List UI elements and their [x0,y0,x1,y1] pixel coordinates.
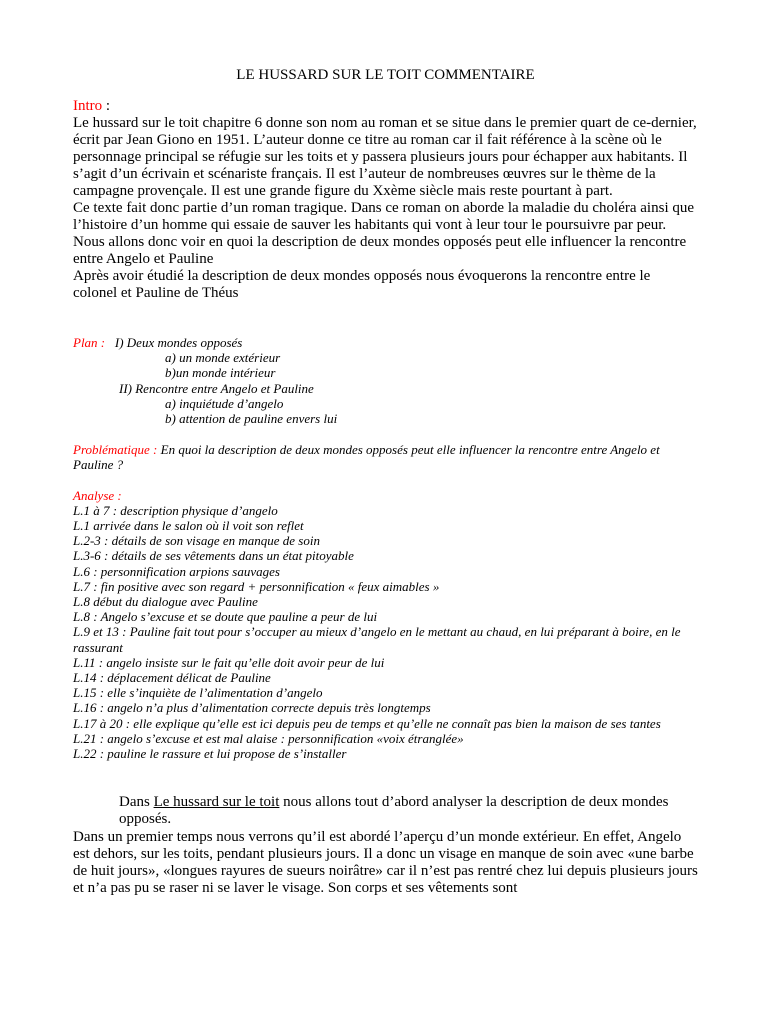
intro-paragraph: Le hussard sur le toit chapitre 6 donne son nom au roman et se situe dans le premier quart de ce-dernier, écrit par Jean Giono en 1951. L’auteur donne ce titre au roman car il fait référence à la scène où le personnage principal se réfugie sur les toits et y passera plusieurs jours pour échapper aux habitants. Il s’agit d’un écrivain et scénariste français. Il est l’auteur de nombreuses œuvres sur le thème de la campagne provençale. Il est une grande figure du Xxème siècle mais reste pourtant à part. [73,115,697,199]
intro-paragraph: Ce texte fait donc partie d’un roman tragique. Dans ce roman on aborde la maladie du choléra ainsi que l’histoire d’un homme qui essaie de sauver les habitants qui vont à leur tour le poursuivre par peur. [73,200,695,233]
analyse-line: L.9 et 13 : Pauline fait tout pour s’occuper au mieux d’angelo en le mettant au chaud, en lui préparant à boire, en le rassurant [73,624,681,655]
book-title: Le hussard sur le toit [153,794,280,811]
problematique-section [73,442,698,472]
plan-item: a) inquiétude d’angelo [165,395,284,411]
intro-colon: : [102,98,111,114]
analyse-line: L.7 : fin positive avec son regard + personnification « feux aimables » [73,578,440,594]
document-title: LE HUSSARD SUR LE TOIT COMMENTAIRE [236,67,535,83]
plan-item: a) un monde extérieur [165,350,281,366]
plan-item: II) Rencontre entre Angelo et Pauline [119,380,314,396]
analyse-line: L.11 : angelo insiste sur le fait qu’elle doit avoir peur de lui [73,654,385,670]
analyse-line: L.21 : angelo s’excuse et est mal alaise : personnification «voix étranglée» [73,730,464,746]
intro-section [73,98,698,302]
analyse-line: L.1 arrivée dans le salon où il voit son reflet [73,518,304,534]
development-suffix: nous allons tout d’abord analyser la description de deux mondes opposés. [119,794,669,828]
intro-heading [73,98,698,115]
plan-item: I) Deux mondes opposés [114,335,243,350]
analyse-line: L.22 : pauline le rassure et lui propose de s’installer [73,746,347,762]
analyse-line: L.1 à 7 : description physique d’angelo [73,502,278,518]
development-paragraph: Dans un premier temps nous verrons qu’il est abordé l’aperçu d’un monde extérieur. En effet, Angelo est dehors, sur les toits, pendant plusieurs jours. Il a donc un visage en manque de soin avec «une barbe de huit jours», «longues rayures de sueurs noirâtre» car il n’est pas rentré chez lui depuis plusieurs jours et n’a pas pu se raser ni se laver le visage. Son corps et ses vêtements sont [73,828,698,897]
plan-item: b) attention de pauline envers lui [165,411,338,427]
analyse-line: L.2-3 : détails de son visage en manque de soin [73,533,320,549]
analyse-line: L.6 : personnification arpions sauvages [73,563,280,579]
development-prefix: Dans [119,794,154,811]
analyse-line: L.15 : elle s’inquiète de l’alimentation d’angelo [73,685,323,701]
development-paragraph [73,794,698,828]
analyse-line: L.3-6 : détails de ses vêtements dans un état pitoyable [73,548,354,564]
analyse-label: Analyse : [73,487,122,503]
plan-label: Plan : [73,335,106,350]
analyse-line: L.8 début du dialogue avec Pauline [73,594,258,610]
analyse-section [73,488,698,762]
plan-section [73,335,698,426]
plan-row [73,335,698,350]
analyse-line: L.16 : angelo n’a plus d’alimentation correcte depuis très longtemps [73,700,431,716]
problematique-label: Problématique : [73,442,158,458]
intro-paragraph: Après avoir étudié la description de deux mondes opposés nous évoquerons la rencontre entre le colonel et Pauline de Théus [73,268,651,301]
analyse-line: L.14 : déplacement délicat de Pauline [73,670,271,686]
intro-label: Intro [73,98,103,114]
analyse-line: L.8 : Angelo s’excuse et se doute que pauline a peur de lui [73,609,378,625]
document-page [73,66,698,898]
intro-paragraph: Nous allons donc voir en quoi la description de deux mondes opposés peut elle influencer la rencontre entre Angelo et Pauline [73,234,687,267]
problematique-text: En quoi la description de deux mondes opposés peut elle influencer la rencontre entre Angelo et Pauline ? [73,442,660,473]
plan-item: b)un monde intérieur [165,365,276,381]
development-section [73,794,698,897]
analyse-line: L.17 à 20 : elle explique qu’elle est ici depuis peu de temps et qu’elle ne connaît pas bien la maison de ses tantes [73,715,661,731]
